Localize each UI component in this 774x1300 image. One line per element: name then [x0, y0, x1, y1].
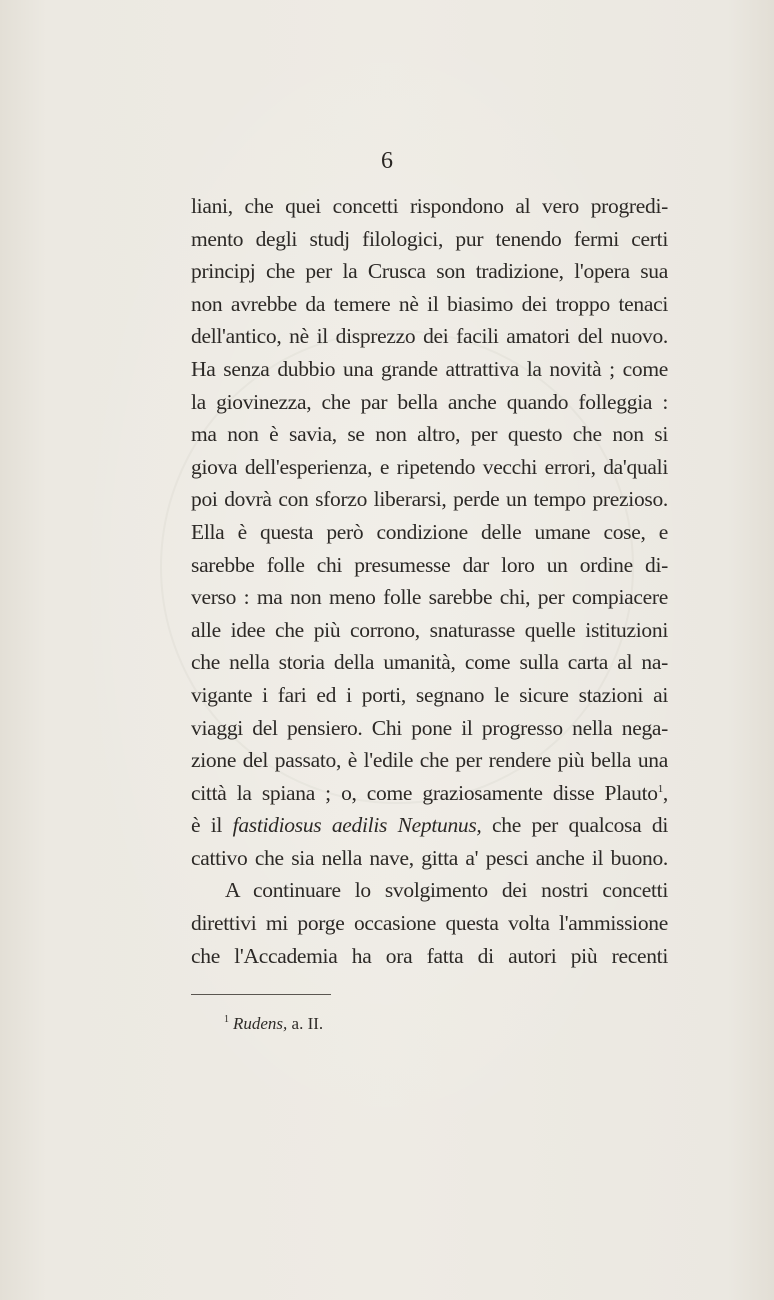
footnote-title: Rudens, — [233, 1014, 288, 1033]
text-line: Ha senza dubbio una grande attrattiva la novità ; come — [191, 356, 668, 381]
text-line: liani, che quei concetti rispondono al vero progredi- — [191, 194, 668, 218]
text-line: giova dell'esperienza, e ripetendo vecchi errori, da'quali — [191, 454, 668, 479]
text-line: che l'Accademia ha ora fatta di autori più recenti — [191, 943, 668, 968]
text-line — [191, 809, 668, 842]
text-line: direttivi mi porge occasione questa volta l'ammissione — [191, 911, 668, 936]
page-number: 6 — [381, 148, 393, 174]
footnote-separator — [191, 994, 331, 995]
text-line: Ella è questa però condizione delle umane cose, e — [191, 519, 668, 544]
text-line: alle idee che più corrono, snaturasse quelle istituzioni — [191, 617, 668, 642]
text-line: zione del passato, è l'edile che per rendere più bella una — [191, 748, 668, 773]
paragraph-start-line: A continuare lo svolgimento dei nostri concetti — [225, 878, 668, 903]
text-line: verso : ma non meno folle sarebbe chi, per compiacere — [191, 585, 668, 610]
text-line: non avrebbe da temere nè il biasimo dei troppo tenaci — [191, 291, 668, 316]
footnote — [224, 1012, 323, 1036]
text-line: che nella storia della umanità, come sulla carta al na- — [191, 650, 668, 675]
text-line: mento degli studj filologici, pur tenendo fermi certi — [191, 226, 668, 251]
text-line: dell'antico, nè il disprezzo dei facili amatori del nuovo. — [191, 324, 668, 349]
text-line: vigante i fari ed i porti, segnano le sicure stazioni ai — [191, 682, 668, 707]
footnote-reference-text: a. II. — [291, 1014, 324, 1033]
text-fragment: città la spiana ; o, come graziosamente disse Plauto — [191, 780, 658, 805]
footnote-reference: 1 — [657, 782, 663, 795]
text-line: la giovinezza, che par bella anche quando folleggia : — [191, 389, 668, 414]
text-line: sarebbe folle chi presumesse dar loro un ordine di- — [191, 552, 668, 577]
footnote-marker: 1 — [224, 1014, 229, 1026]
text-line: cattivo che sia nella nave, gitta a' pesci anche il buono. — [191, 845, 668, 870]
text-line: principj che per la Crusca son tradizione, l'opera sua — [191, 259, 668, 284]
text-line: ma non è savia, se non altro, per questo che non si — [191, 422, 668, 447]
text-line: poi dovrà con sforzo liberarsi, perde un tempo prezioso. — [191, 487, 668, 512]
body-text — [191, 190, 668, 972]
italic-quotation: fastidiosus aedilis Neptunus, — [232, 813, 482, 838]
text-fragment: che per qualcosa di — [492, 813, 668, 838]
text-line: viaggi del pensiero. Chi pone il progresso nella nega- — [191, 715, 668, 740]
text-line: città la spiana ; o, come graziosamente disse Plauto$^1$, — [191, 780, 668, 805]
text-fragment: è il — [191, 813, 223, 838]
